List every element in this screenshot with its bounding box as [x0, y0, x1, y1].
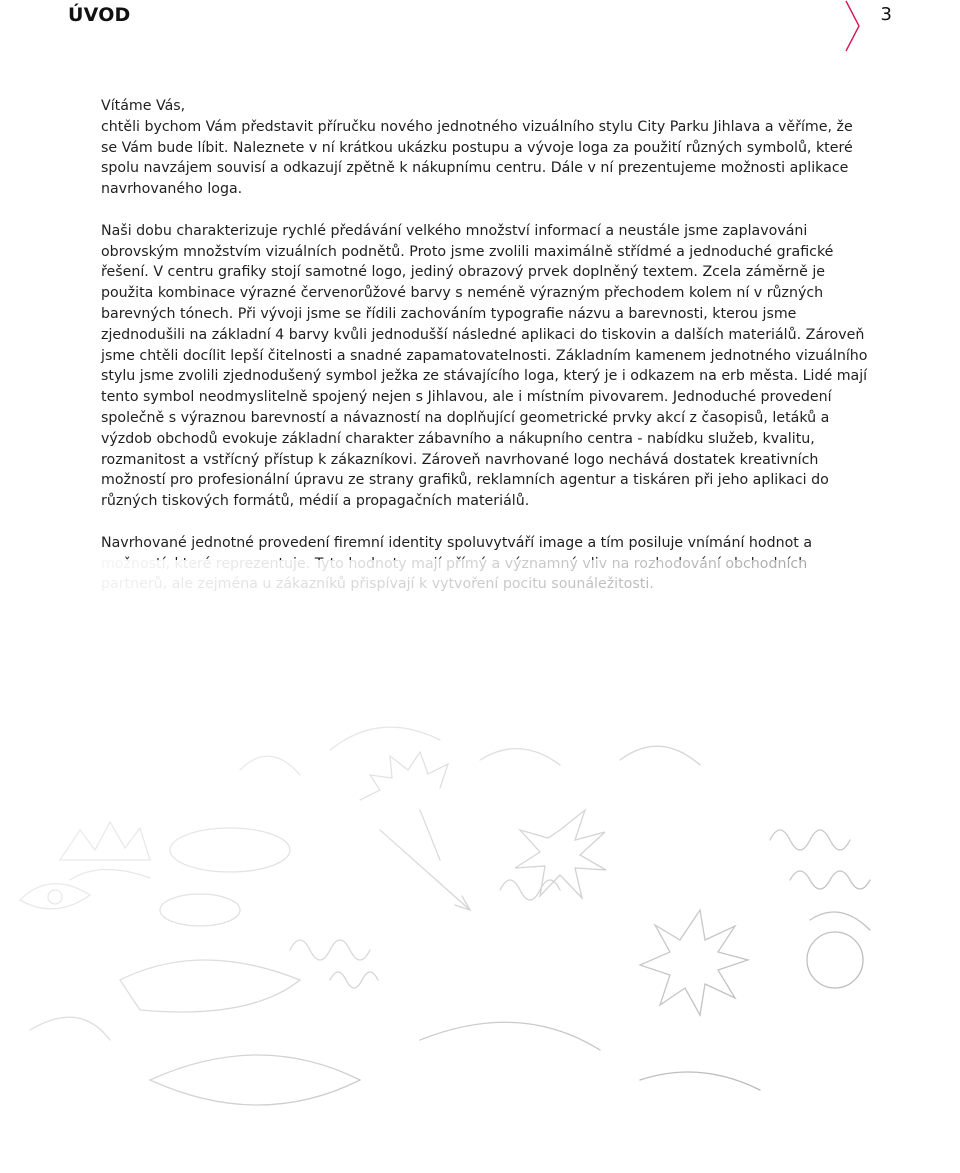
body-paragraph: Naši dobu charakterizuje rychlé předávání velkého množství informací a neustále jsme zaplavováni obrovským množstvím vizuálních podnětů. Proto jsme zvolili maximálně střídmé a jednoduché grafické řešení. V centru grafiky stojí samotné logo, jediný obrazový prvek doplněný textem. Zcela záměrně je použita kombinace výrazné červenorůžové barvy s neméně výrazným přechodem kolem ní v různých barevných tónech. Při vývoji jsme se řídili zachováním typografie názvu a barevnosti, kterou jsme zjednodušili na základní 4 barvy kvůli jednodušší následné aplikaci do tiskovin a dalších materiálů. Zároveň jsme chtěli docílit lepší čitelnosti a snadné zapamatovatelnosti. Základním kamenem jednotného vizuálního stylu jsme zvolili zjednodušený symbol ježka ze stávajícího loga, který je i odkazem na erb města. Lidé mají tento symbol neodmyslitelně spojený nejen s Jihlavou, ale i místním pivovarem. Jednoduché provedení společně s výraznou barevností a návazností na doplňující geometrické prvky akcí z časopisů, letáků a výzdob obchodů evokuje základní charakter zábavního a nákupního centra - nabídku služeb, kvalitu, rozmanitost a vstřícný přístup k zákazníkovi. Zároveň navrhované logo nechává dostatek kreativních možností pro profesionální úpravu ze strany grafiků, reklamních agentur a tiskáren při jeho aplikaci do různých tiskových formátů, médií a propagačních materiálů.: [101, 222, 868, 510]
body-text: [101, 96, 871, 616]
pencil-sketches-image: [0, 560, 960, 1173]
intro-paragraph: Vítáme Vás, chtěli bychom Vám představit příručku nového jednotného vizuálního stylu City Parku Jihlava a věříme, že se Vám bude líbit. Naleznete v ní krátkou ukázku postupu a vývoje loga za použití různých symbolů, které spolu navzájem souvisí a odkazují zpětně k nákupnímu centru. Dále v ní prezentujeme možnosti aplikace navrhovaného loga.: [101, 98, 853, 198]
page-number: 3: [880, 4, 892, 25]
page-title: ÚVOD: [68, 4, 131, 26]
chevron-right-icon: [840, 0, 864, 52]
closing-paragraph: Navrhované jednotné provedení firemní identity spoluvytváří image a tím posiluje vnímání hodnot a: [101, 534, 813, 551]
